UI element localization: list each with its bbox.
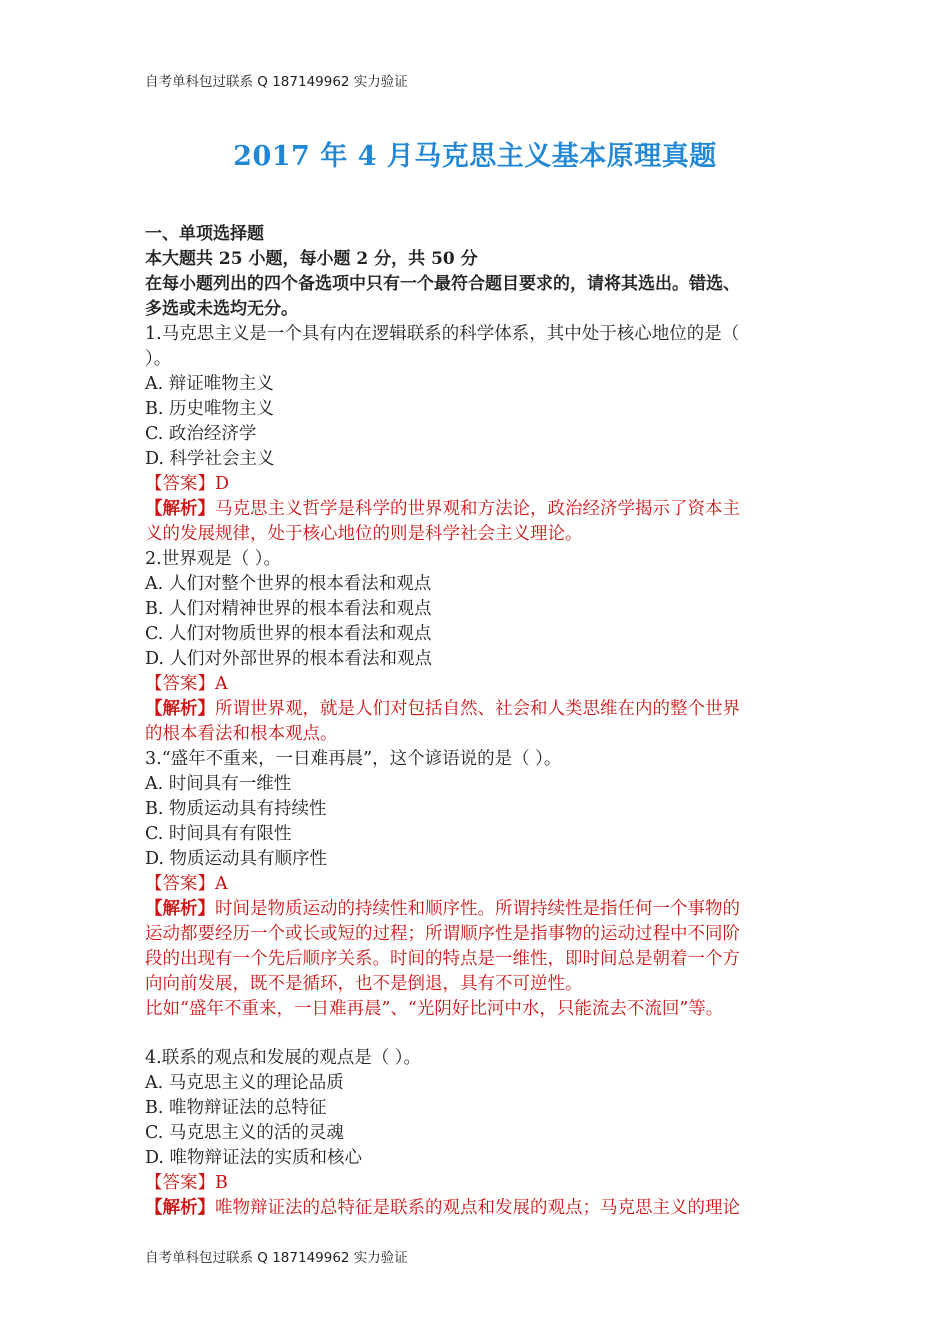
answer-line <box>145 872 825 897</box>
option-b: B. 物质运动具有持续性 <box>145 799 327 819</box>
question-stem: 2.世界观是（ ）。 <box>145 549 282 569</box>
question-stem: 3.“盛年不重来，一日难再晨”，这个谚语说的是（ ）。 <box>145 749 562 769</box>
analysis-text: 马克思主义哲学是科学的世界观和方法论，政治经济学揭示了资本主 <box>215 499 740 519</box>
option-b: B. 唯物辩证法的总特征 <box>145 1098 327 1118</box>
option-c: C. 人们对物质世界的根本看法和观点 <box>145 624 432 644</box>
option-a: A. 辩证唯物主义 <box>145 374 274 394</box>
analysis-tag: 【解析】 <box>145 499 215 519</box>
answer-value: D <box>215 474 230 494</box>
section-instruction: 多选或未选均无分。 <box>145 299 298 319</box>
option-c: C. 时间具有有限性 <box>145 824 292 844</box>
analysis-tag: 【解析】 <box>145 1198 215 1218</box>
analysis-line <box>145 497 825 522</box>
answer-line <box>145 672 825 697</box>
paragraph-gap <box>145 1022 825 1046</box>
section-info: 本大题共 25 小题，每小题 2 分，共 50 分 <box>145 249 478 269</box>
option-c: C. 马克思主义的活的灵魂 <box>145 1123 344 1143</box>
analysis-line <box>145 897 825 922</box>
analysis-line <box>145 1196 825 1221</box>
analysis-text: 所谓世界观，就是人们对包括自然、社会和人类思维在内的整个世界 <box>215 699 740 719</box>
answer-tag: 【答案】 <box>145 674 215 694</box>
section-instruction: 在每小题列出的四个备选项中只有一个最符合题目要求的，请将其选出。错选、 <box>145 274 740 294</box>
analysis-text: 义的发展规律，处于核心地位的则是科学社会主义理论。 <box>145 524 583 544</box>
option-d: D. 唯物辩证法的实质和核心 <box>145 1148 363 1168</box>
analysis-tag: 【解析】 <box>145 699 215 719</box>
answer-tag: 【答案】 <box>145 874 215 894</box>
page-footer: 自考单科包过联系 Q 187149962 实力验证 <box>145 1250 408 1266</box>
question-stem: ）。 <box>145 349 172 369</box>
answer-tag: 【答案】 <box>145 1173 215 1193</box>
option-b: B. 历史唯物主义 <box>145 399 274 419</box>
analysis-tag: 【解析】 <box>145 899 215 919</box>
section-heading: 一、单项选择题 <box>145 224 264 244</box>
option-c: C. 政治经济学 <box>145 424 257 444</box>
answer-value: A <box>215 674 228 694</box>
page-title: 2017 年 4 月马克思主义基本原理真题 <box>233 141 717 172</box>
option-d: D. 物质运动具有顺序性 <box>145 849 328 869</box>
analysis-text: 比如“盛年不重来，一日难再晨”、“光阴好比河中水，只能流去不流回”等。 <box>145 999 724 1019</box>
analysis-text: 唯物辩证法的总特征是联系的观点和发展的观点；马克思主义的理论 <box>215 1198 740 1218</box>
analysis-text: 运动都要经历一个或长或短的过程；所谓顺序性是指事物的运动过程中不同阶 <box>145 924 740 944</box>
analysis-line <box>145 697 825 722</box>
answer-value: B <box>215 1173 228 1193</box>
option-b: B. 人们对精神世界的根本看法和观点 <box>145 599 432 619</box>
question-stem: 4.联系的观点和发展的观点是（ ）。 <box>145 1048 422 1068</box>
option-a: A. 马克思主义的理论品质 <box>145 1073 344 1093</box>
answer-line <box>145 1171 825 1196</box>
analysis-text: 段的出现有一个先后顺序关系。时间的特点是一维性，即时间总是朝着一个方 <box>145 949 740 969</box>
option-a: A. 人们对整个世界的根本看法和观点 <box>145 574 432 594</box>
answer-tag: 【答案】 <box>145 474 215 494</box>
question-stem: 1.马克思主义是一个具有内在逻辑联系的科学体系，其中处于核心地位的是（ <box>145 324 740 344</box>
option-a: A. 时间具有一维性 <box>145 774 292 794</box>
answer-value: A <box>215 874 228 894</box>
option-d: D. 科学社会主义 <box>145 449 275 469</box>
analysis-text: 的根本看法和根本观点。 <box>145 724 338 744</box>
answer-line <box>145 472 825 497</box>
page-header: 自考单科包过联系 Q 187149962 实力验证 <box>145 74 408 90</box>
analysis-text: 向向前发展，既不是循环，也不是倒退，具有不可逆性。 <box>145 974 583 994</box>
document-body <box>145 222 825 1221</box>
option-d: D. 人们对外部世界的根本看法和观点 <box>145 649 433 669</box>
analysis-text: 时间是物质运动的持续性和顺序性。所谓持续性是指任何一个事物的 <box>215 899 740 919</box>
